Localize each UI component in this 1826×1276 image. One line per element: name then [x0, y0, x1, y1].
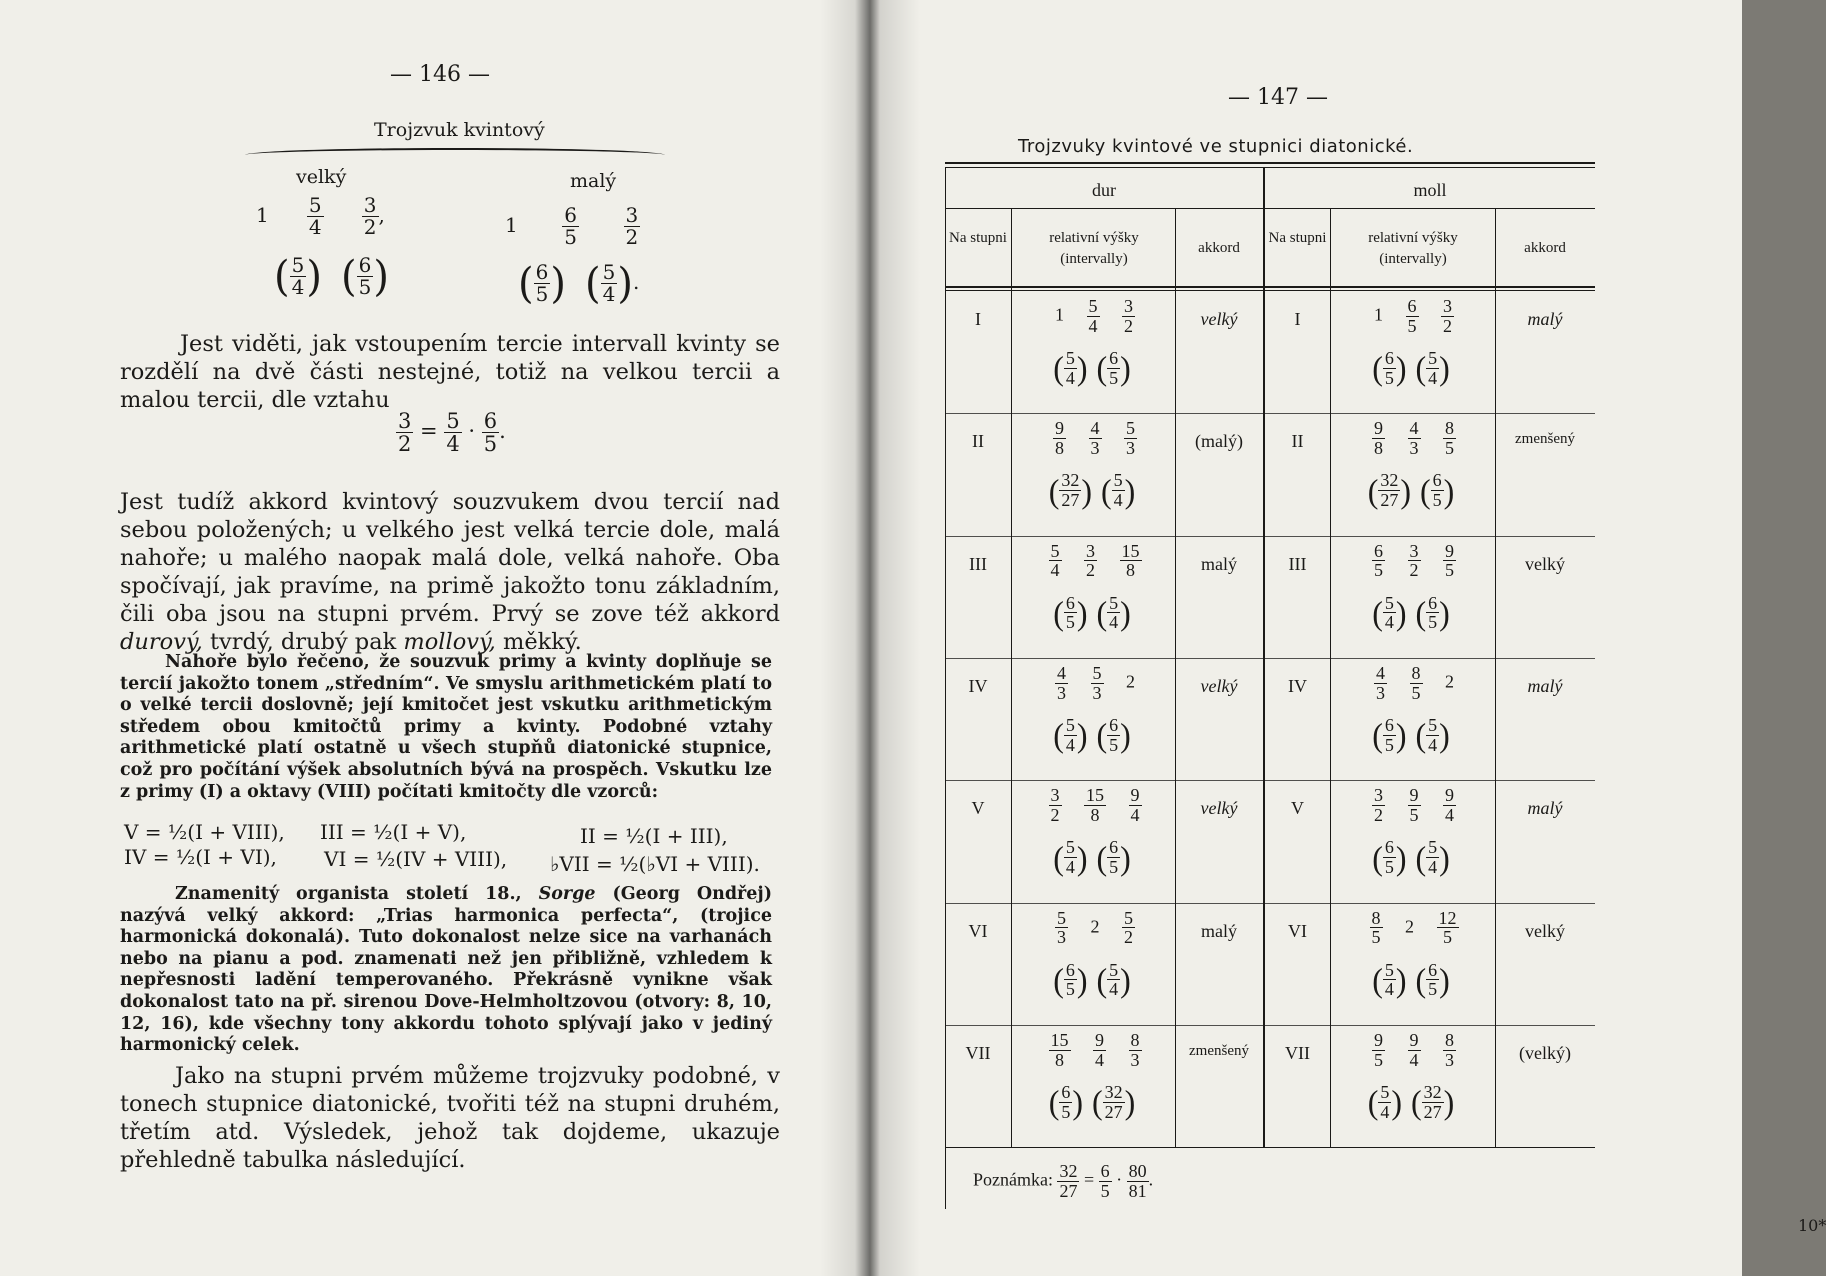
moll-intervals: ( $\frac{6}{5}$ ) ( $\frac{5}{4}$ ) — [1372, 348, 1450, 388]
dur-chord: malý — [1201, 553, 1237, 574]
equation-fifth: $\frac{3}{2}$ = $\frac{5}{4}$ · $\frac{6}{5}$ . — [398, 409, 506, 457]
moll-degree: IV — [1288, 675, 1307, 696]
moll-intervals: ( $\frac{5}{4}$ ) ( $\frac{6}{5}$ ) — [1372, 592, 1450, 633]
moll-ratios: $\frac{3}{2}$ $\frac{9}{5}$ $\frac{9}{4}$ — [1374, 785, 1454, 826]
moll-degree: VI — [1288, 920, 1307, 941]
moll-ratios: $\frac{6}{5}$ $\frac{3}{2}$ $\frac{9}{5}$ — [1374, 540, 1454, 581]
left-page — [0, 0, 868, 1276]
row-divider — [945, 413, 1595, 414]
dur-chord: velký — [1200, 675, 1238, 696]
dur-intervals: ( $\frac{6}{5}$ ) ( $\frac{5}{4}$ ) — [1053, 592, 1131, 633]
moll-intervals: ( $\frac{5}{4}$ ) ( $\frac{32}{27}$ ) — [1367, 1081, 1455, 1122]
rule-header-2 — [945, 290, 1595, 291]
dur-intervals: ( $\frac{5}{4}$ ) ( $\frac{6}{5}$ ) — [1053, 837, 1131, 878]
major-label: velký — [296, 166, 347, 188]
rule-header — [945, 286, 1595, 288]
moll-ratios: $\frac{9}{5}$ $\frac{9}{4}$ $\frac{8}{3}$ — [1374, 1029, 1454, 1070]
vline-3 — [1330, 208, 1331, 1147]
paragraph-arithmetic: Nahoře bylo řečeno, že souzvuk primy a kvinty doplňuje se tercií jakožto tonem „středním“. Ve smyslu arithmetickém platí to o velké tercii doslovně; její kmitočet jest vskutku arithmetickým středem obou kmitočtů primy a kvinty. Podobné vztahy arithmetické platí ostatně u všech stupňů diatonické stupnice, což pro počítání výšek absolutních bývá na prospěch. Vskutku lze z primy (I) a oktavy (VIII) počítati kmitočty dle vzorců: — [120, 652, 772, 802]
book-gutter — [820, 0, 920, 1276]
dur-ratios: $\frac{4}{3}$ $\frac{5}{3}$ 2 — [1057, 662, 1135, 703]
moll-chord: zmenšený — [1515, 431, 1575, 448]
dur-chord: velký — [1200, 798, 1238, 819]
paragraph-closing: Jako na stupni prvém můžeme trojzvuky podobné, v tonech stupnice diatonické, tvořiti též na stupni druhém, třetím atd. Výsledek, jehož tak dojdeme, ukazuje přehledně tabulka následující. — [120, 1063, 780, 1173]
row-divider — [945, 903, 1595, 904]
dur-degree: VII — [965, 1042, 991, 1063]
header-dur-intervals: relativní výšky (intervally) — [1049, 230, 1139, 267]
rule-bottom — [945, 1147, 1595, 1148]
page-number-left: — 146 — — [390, 62, 490, 87]
paragraph-sorge: Znamenitý organista století 18., Sorge (Georg Ondřej) nazývá velký akkord: „Trias harmonica perfecta“, (trojice harmonická dokonalá). Tuto dokonalost nelze sice na varhanách nebo na pianu a pod. znamenati než jen přibližně, vzhledem k nepřesnosti ladění temperovaného. Překrásně vynikne však dokonalost tato na př. sirenou Dove-Helmholtzovou (otvory: 8, 10, 12, 16), kde všechny tony akkordu tohoto splývají jako v jediný harmonický celek. — [120, 884, 773, 1056]
dur-chord: zmenšený — [1189, 1042, 1249, 1059]
note: Poznámka: $\frac{32}{27}$ = $\frac{6}{5}$ · $\frac{80}{81}$ . — [973, 1161, 1154, 1201]
dur-intervals: ( $\frac{5}{4}$ ) ( $\frac{6}{5}$ ) — [1053, 348, 1131, 388]
row-divider — [945, 1025, 1595, 1026]
formula-vi: VI = ½(IV + VIII), — [324, 847, 508, 871]
dur-degree: IV — [968, 675, 988, 696]
triad-table — [945, 162, 1595, 1209]
row-divider — [945, 658, 1595, 659]
moll-intervals: ( $\frac{5}{4}$ ) ( $\frac{6}{5}$ ) — [1372, 959, 1450, 1000]
dur-ratios: $\frac{15}{8}$ $\frac{9}{4}$ $\frac{8}{3}$ — [1050, 1029, 1140, 1070]
moll-chord: malý — [1527, 309, 1563, 329]
row-divider — [945, 536, 1595, 537]
header-moll: moll — [1413, 180, 1447, 200]
rule-top — [945, 162, 1595, 164]
vline-1 — [1011, 208, 1012, 1147]
dur-degree: I — [975, 309, 981, 329]
paragraph-triad: Jest tudíž akkord kvintový souzvukem dvou tercií nad sebou položených; u velkého jest velká tercie dole, malá nahoře; u malého naopak malá dole, velká nahoře. Oba spočívají, jak pravíme, na primě jakožto tonu základním, čili oba jsou na stupni prvém. Prvý se zove též akkord durový, tvrdý, drubý pak mollový, měkký. — [120, 489, 780, 655]
table-title: Trojzvuky kvintové ve stupnici diatonické. — [1018, 136, 1414, 157]
moll-degree: VII — [1285, 1042, 1310, 1063]
heading-brace — [245, 148, 665, 162]
header-moll-degree: Na stupni — [1268, 230, 1327, 246]
dur-chord: (malý) — [1195, 431, 1243, 452]
formula-ii: II = ½(I + III), — [580, 824, 728, 848]
moll-intervals: ( $\frac{6}{5}$ ) ( $\frac{5}{4}$ ) — [1372, 837, 1450, 878]
major-intervals: ( $\frac{5}{4}$ ) ( $\frac{6}{5}$ ) — [274, 252, 389, 301]
dur-degree: II — [972, 431, 984, 452]
formula-iii: III = ½(I + V), — [320, 820, 467, 844]
rule-sub — [945, 208, 1595, 209]
minor-intervals: ( $\frac{6}{5}$ ) ( $\frac{5}{4}$ ) . — [518, 259, 640, 308]
formula-iv: IV = ½(I + VI), — [124, 845, 277, 869]
minor-ratios: 1 $\frac{6}{5}$ $\frac{3}{2}$ — [505, 203, 639, 249]
moll-ratios: $\frac{8}{5}$ 2 $\frac{12}{5}$ — [1371, 907, 1457, 948]
page-number-right: — 147 — — [1228, 85, 1328, 110]
dur-intervals: ( $\frac{32}{27}$ ) ( $\frac{5}{4}$ ) — [1048, 470, 1136, 511]
major-ratios: 1 $\frac{5}{4}$ $\frac{3}{2}$ , — [256, 193, 385, 239]
paragraph-intro: Jest viděti, jak vstoupením tercie intervall kvinty se rozdělí na dvě části nestejné, totiž na velkou tercii a malou tercii, dle vztahu — [120, 331, 780, 413]
dur-ratios: $\frac{5}{3}$ 2 $\frac{5}{2}$ — [1057, 907, 1133, 948]
dur-intervals: ( $\frac{6}{5}$ ) ( $\frac{5}{4}$ ) — [1053, 959, 1131, 1000]
dur-ratios: $\frac{3}{2}$ $\frac{15}{8}$ $\frac{9}{4}$ — [1050, 785, 1140, 826]
header-moll-intervals: relativní výšky (intervally) — [1368, 230, 1458, 267]
header-dur-chord: akkord — [1198, 240, 1240, 256]
dur-ratios: $\frac{9}{8}$ $\frac{4}{3}$ $\frac{5}{3}$ — [1055, 418, 1135, 459]
dur-degree: VI — [968, 920, 988, 941]
moll-degree: I — [1294, 309, 1301, 329]
moll-degree: V — [1291, 798, 1304, 819]
triad-heading: Trojzvuk kvintový — [374, 119, 545, 141]
moll-intervals: ( $\frac{32}{27}$ ) ( $\frac{6}{5}$ ) — [1367, 470, 1455, 511]
moll-chord: velký — [1525, 920, 1565, 941]
moll-ratios: $\frac{4}{3}$ $\frac{8}{5}$ 2 — [1376, 662, 1454, 703]
dur-ratios: $\frac{5}{4}$ $\frac{3}{2}$ $\frac{15}{8}$ — [1050, 540, 1140, 581]
moll-chord: (velký) — [1519, 1042, 1571, 1063]
moll-ratios: $\frac{9}{8}$ $\frac{4}{3}$ $\frac{8}{5}$ — [1374, 418, 1454, 459]
rule-top-2 — [945, 167, 1595, 168]
signature-mark: 10* — [1798, 1216, 1826, 1235]
moll-chord: malý — [1527, 675, 1563, 696]
dur-chord: velký — [1200, 309, 1238, 329]
header-dur-degree: Na stupni — [949, 230, 1007, 246]
moll-chord: malý — [1527, 798, 1563, 819]
row-divider — [945, 780, 1595, 781]
moll-degree: III — [1288, 553, 1307, 574]
dur-intervals: ( $\frac{6}{5}$ ) ( $\frac{32}{27}$ ) — [1048, 1081, 1136, 1122]
minor-label: malý — [570, 170, 617, 192]
note-label: Poznámka: — [973, 1169, 1053, 1190]
dur-intervals: ( $\frac{5}{4}$ ) ( $\frac{6}{5}$ ) — [1053, 714, 1131, 755]
moll-degree: II — [1291, 431, 1304, 452]
dur-ratios: 1 $\frac{5}{4}$ $\frac{3}{2}$ — [1055, 296, 1133, 336]
dur-degree: V — [971, 798, 985, 819]
moll-chord: velký — [1525, 553, 1565, 574]
header-dur: dur — [1092, 180, 1116, 200]
moll-intervals: ( $\frac{6}{5}$ ) ( $\frac{5}{4}$ ) — [1372, 714, 1450, 755]
moll-ratios: 1 $\frac{6}{5}$ $\frac{3}{2}$ — [1374, 296, 1452, 336]
dur-degree: III — [969, 553, 987, 574]
header-moll-chord: akkord — [1524, 240, 1566, 256]
dur-chord: malý — [1201, 920, 1237, 941]
formula-vii: ♭VII = ½(♭VI + VIII). — [550, 852, 760, 876]
formula-v: V = ½(I + VIII), — [124, 820, 285, 844]
